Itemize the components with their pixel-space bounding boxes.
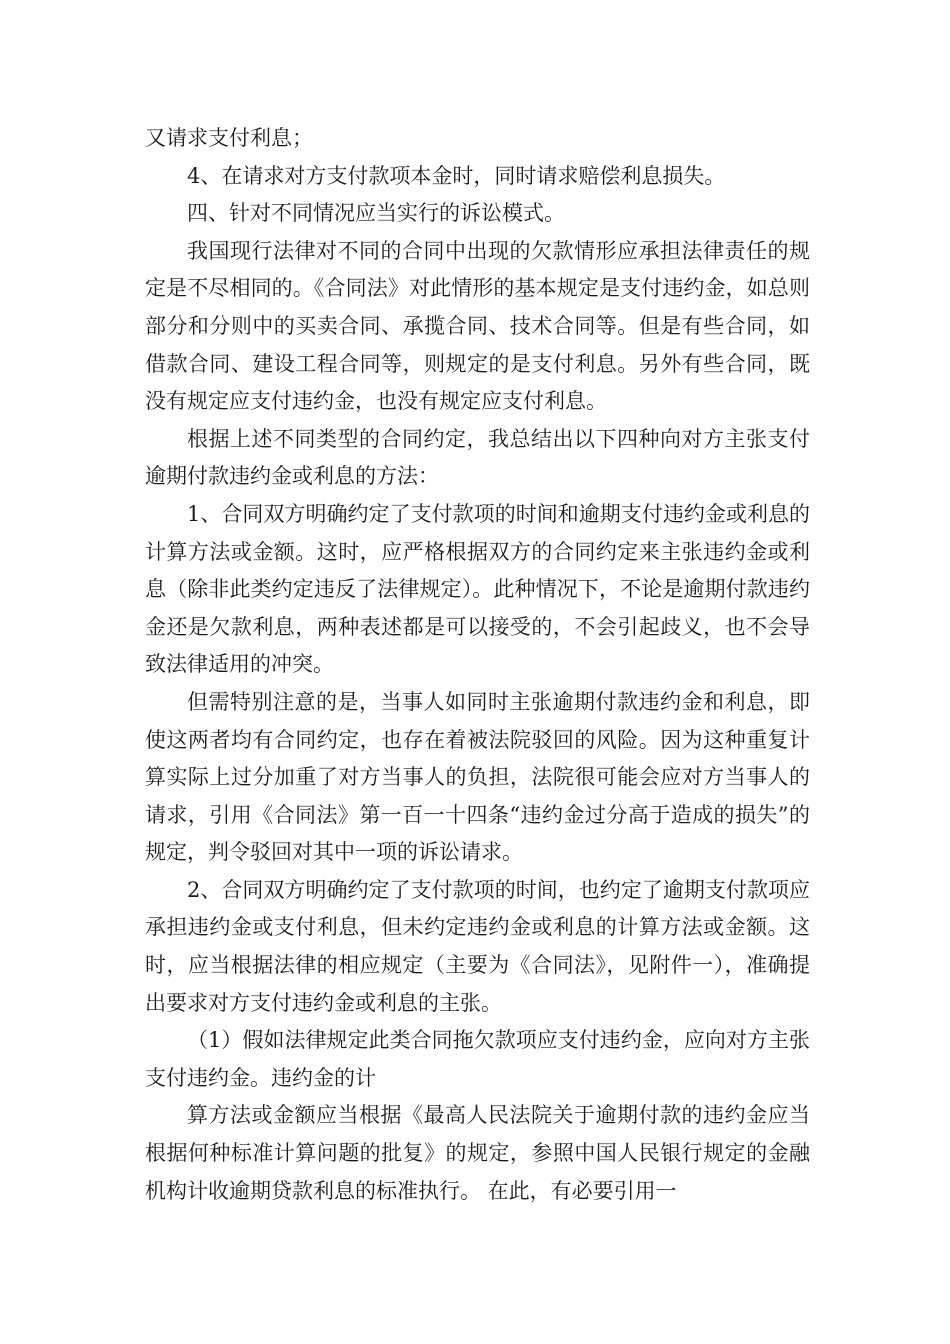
- paragraph-method-2: 2、合同双方明确约定了支付款项的时间，也约定了逾期支付款项应承担违约金或支付利息，但未约定违约金或利息的计算方法或金额。这时，应当根据法律的相应规定（主要为《合同法》，见附件一），准确提出要求对方支付违约金或利息的主张。: [145, 877, 810, 1015]
- paragraph-law-overview: 我国现行法律对不同的合同中出现的欠款情形应承担法律责任的规定是不尽相同的。《合同法》对此情形的基本规定是支付违约金，如总则部分和分则中的买卖合同、承揽合同、技术合同等。但是有些合同，如借款合同、建设工程合同等，则规定的是支付利息。另外有些合同，既没有规定应支付违约金，也没有规定应支付利息。: [145, 238, 810, 414]
- paragraph-item-4: 4、在请求对方支付款项本金时，同时请求赔偿利息损失。: [187, 163, 726, 188]
- paragraph-method-1-note: 但需特别注意的是，当事人如同时主张逾期付款违约金和利息，即使这两者均有合同约定，也存在着被法院驳回的风险。因为这种重复计算实际上过分加重了对方当事人的负担，法院很可能会应对方当事人的请求，引用《合同法》第一百一十四条“违约金过分高于造成的损失”的规定，判令驳回对其中一项的诉讼请求。: [145, 689, 810, 865]
- paragraph-method-1: 1、合同双方明确约定了支付款项的时间和逾期支付违约金或利息的计算方法或金额。这时，应严格根据双方的合同约定来主张违约金或利息（除非此类约定违反了法律规定）。此种情况下，不论是逾期付款违约金还是欠款利息，两种表述都是可以接受的，不会引起歧义，也不会导致法律适用的冲突。: [145, 501, 810, 677]
- document-body: [145, 120, 810, 1210]
- section-heading-4: 四、针对不同情况应当实行的诉讼模式。: [187, 201, 565, 226]
- paragraph-method-2-sub-1-cont: 算方法或金额应当根据《最高人民法院关于逾期付款的违约金应当根据何种标准计算问题的批复》的规定，参照中国人民银行规定的金融机构计收逾期贷款利息的标准执行。 在此，有必要引用一: [145, 1103, 810, 1203]
- paragraph-methods-intro: 根据上述不同类型的合同约定，我总结出以下四种向对方主张支付逾期付款违约金或利息的方法：: [145, 426, 810, 489]
- paragraph-continuation: 又请求支付利息；: [145, 126, 313, 150]
- paragraph-method-2-sub-1: （1）假如法律规定此类合同拖欠款项应支付违约金，应向对方主张支付违约金。违约金的计: [145, 1028, 810, 1090]
